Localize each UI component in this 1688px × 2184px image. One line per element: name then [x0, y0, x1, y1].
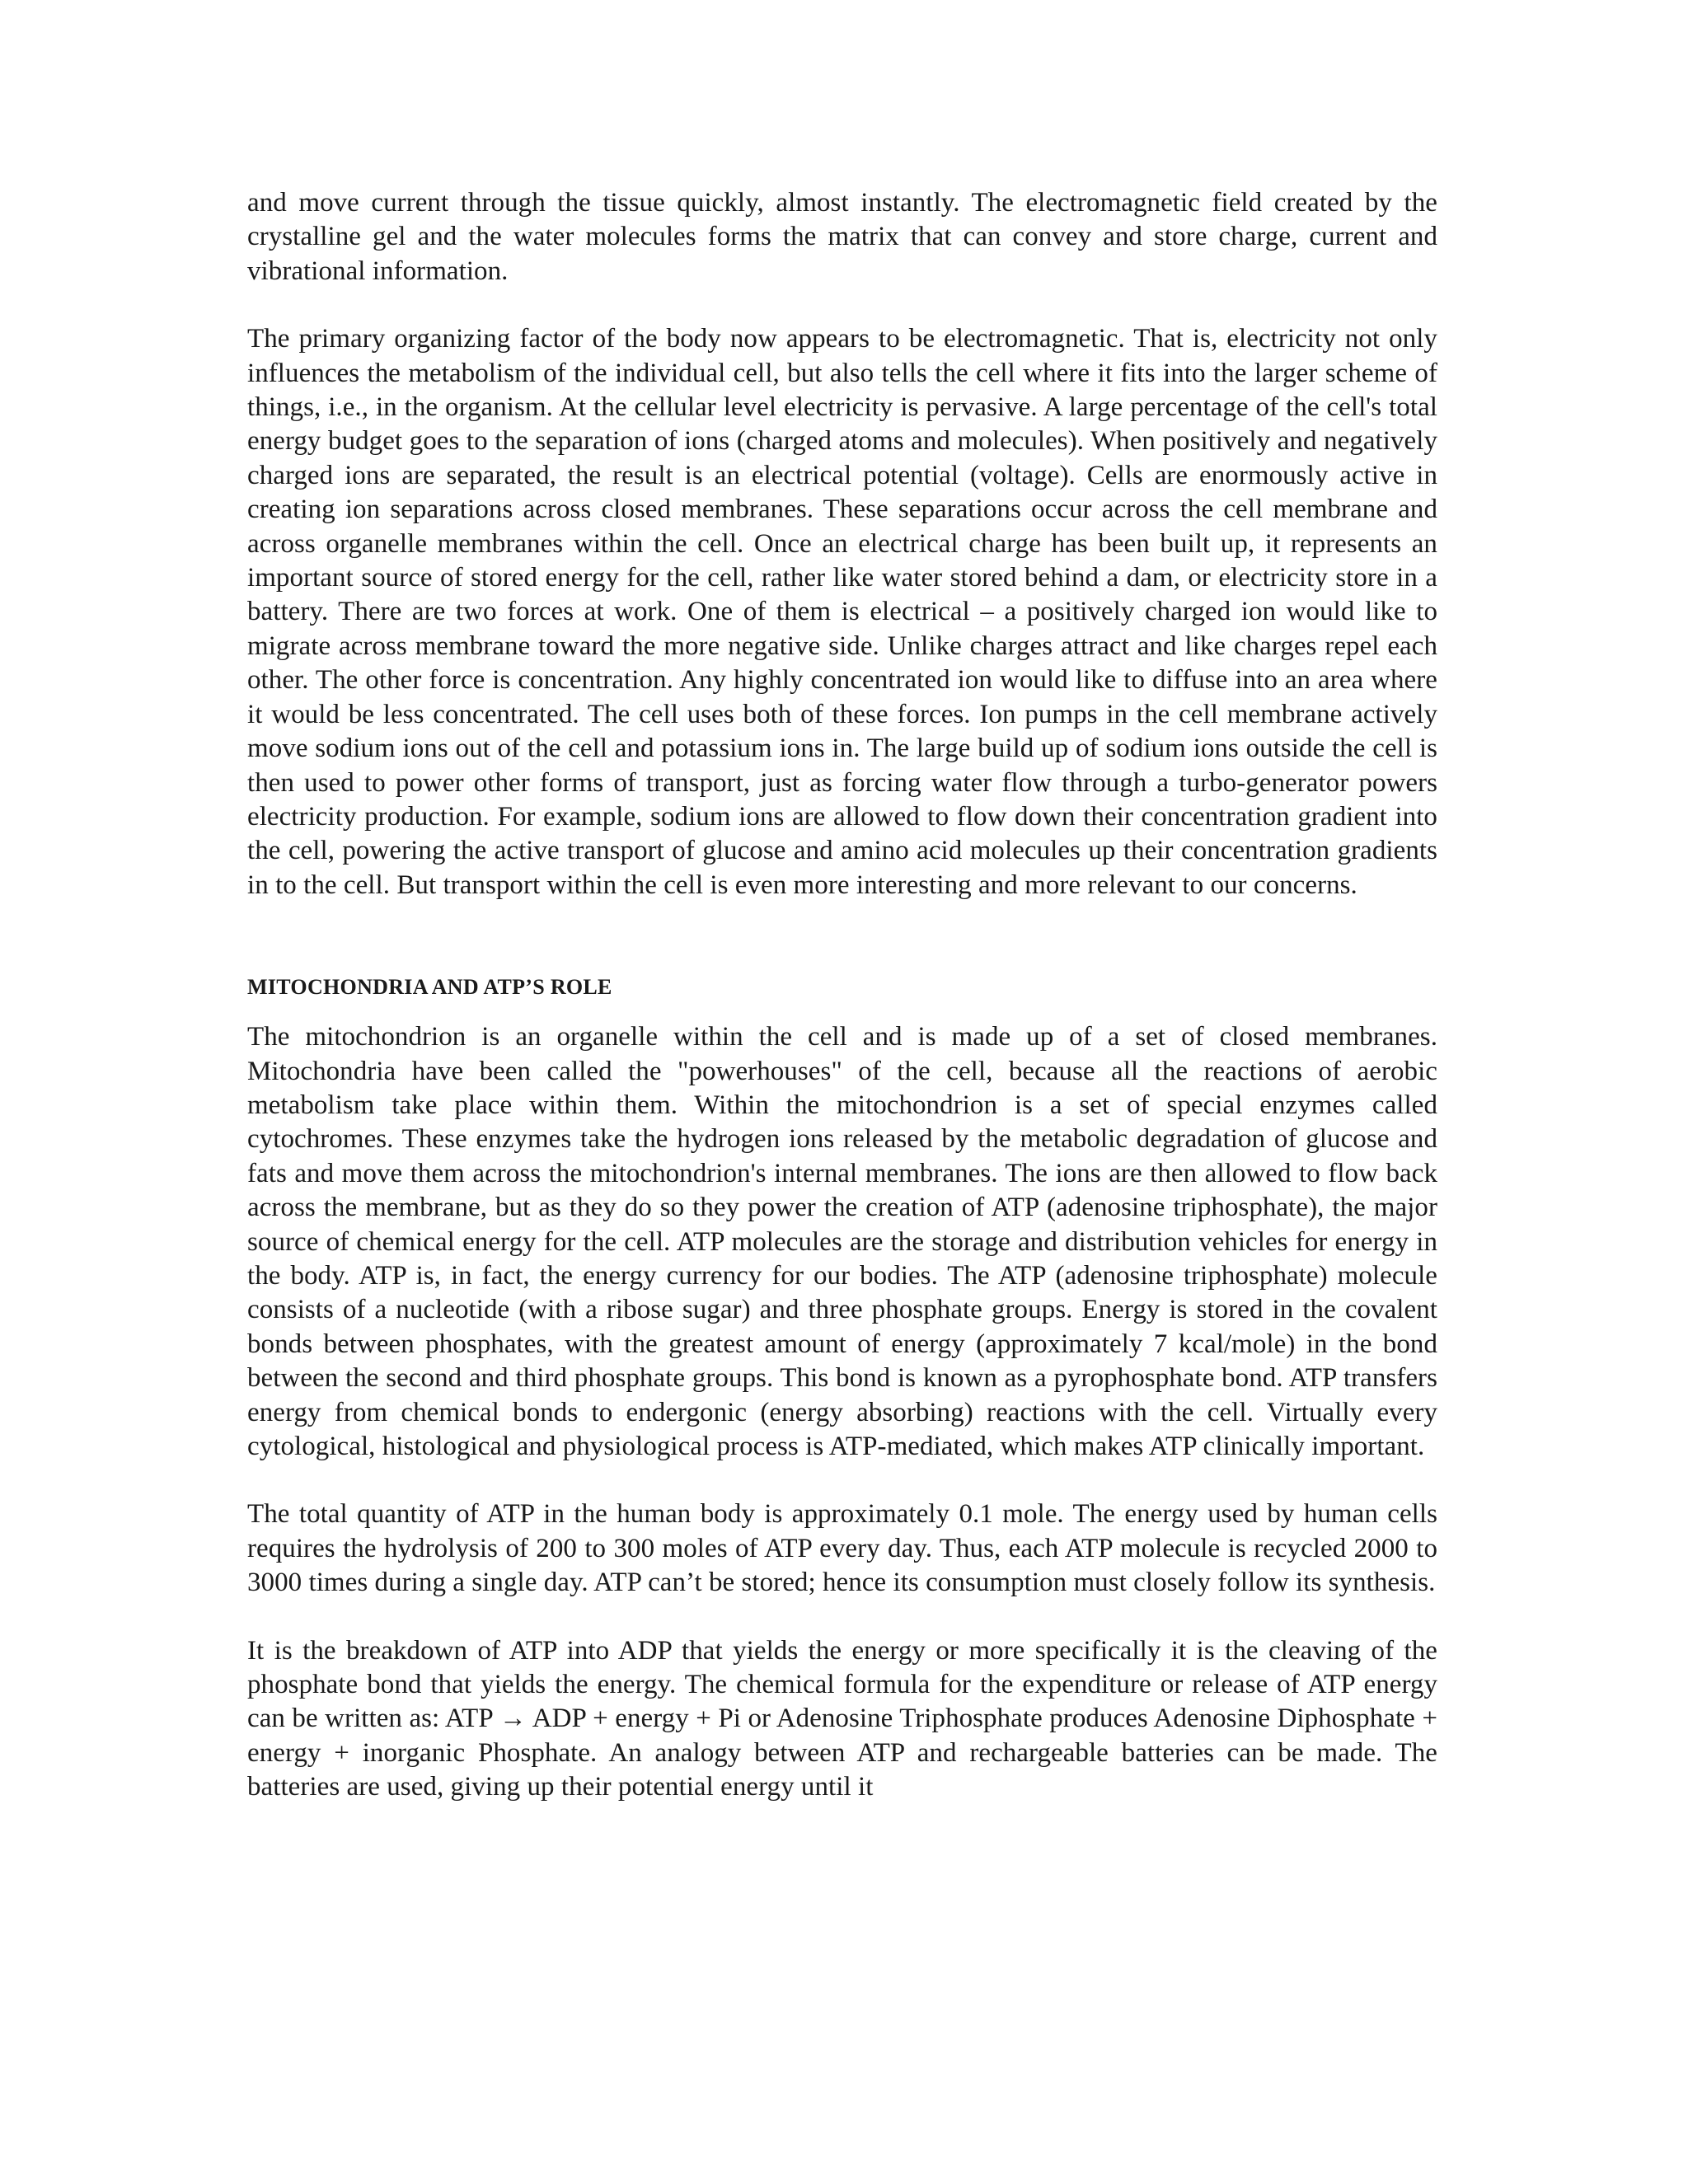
- paragraph-atp-quantity: The total quantity of ATP in the human body is approximately 0.1 mole. The energy used by human cells requires the hydrolysis of 200 to 300 moles of ATP every day. Thus, each ATP molecule is recycled 2000 to 3000 times during a single day. ATP can’t be stored; hence its consumption must closely follow its synthesis.: [247, 1499, 1437, 1598]
- section-heading-mitochondria: MITOCHONDRIA AND ATP’S ROLE: [247, 975, 612, 1000]
- paragraph-electromagnetic-organizing-factor: The primary organizing factor of the body now appears to be electromagnetic. That is, electricity not only influences the metabolism of the individual cell, but also tells the cell where it fits into the larger scheme of things, i.e., in the organism. At the cellular level electricity is pervasive. A large percentage of the cell's total energy budget goes to the separation of ions (charged atoms and molecules). When positively and negatively charged ions are separated, the result is an electrical potential (voltage). Cells are enormously active in creating ion separations across closed membranes. These separations occur across the cell membrane and across organelle membranes within the cell. Once an electrical charge has been built up, it represents an important source of stored energy for the cell, rather like water stored behind a dam, or electricity store in a battery. There are two forces at work. One of them is electrical – a positively charged ion would like to migrate across membrane toward the more negative side. Unlike charges attract and like charges repel each other. The other force is concentration. Any highly concentrated ion would like to diffuse into an area where it would be less concentrated. The cell uses both of these forces. Ion pumps in the cell membrane actively move sodium ions out of the cell and potassium ions in. The large build up of sodium ions outside the cell is then used to power other forms of transport, just as forcing water flow through a turbo-generator powers electricity production. For example, sodium ions are allowed to flow down their concentration gradient into the cell, powering the active transport of glucose and amino acid molecules up their concentration gradients in to the cell. But transport within the cell is even more interesting and more relevant to our concerns.: [247, 324, 1437, 900]
- paragraph-electromagnetic-matrix: and move current through the tissue quickly, almost instantly. The electromagnetic field created by the crystalline gel and the water molecules forms the matrix that can convey and store charge, current and vibrational information.: [247, 188, 1437, 286]
- paragraph-mitochondrion: The mitochondrion is an organelle within the cell and is made up of a set of closed membranes. Mitochondria have been called the "powerhouses" of the cell, because all the reactions of aerobic metabolism take place within them. Within the mitochondrion is a set of special enzymes called cytochromes. These enzymes take the hydrogen ions released by the metabolic degradation of glucose and fats and move them across the mitochondrion's internal membranes. The ions are then allowed to flow back across the membrane, but as they do so they power the creation of ATP (adenosine triphosphate), the major source of chemical energy for the cell. ATP molecules are the storage and distribution vehicles for energy in the body. ATP is, in fact, the energy currency for our bodies. The ATP (adenosine triphosphate) molecule consists of a nucleotide (with a ribose sugar) and three phosphate groups. Energy is stored in the covalent bonds between phosphates, with the greatest amount of energy (approximately 7 kcal/mole) in the bond between the second and third phosphate groups. This bond is known as a pyrophosphate bond. ATP transfers energy from chemical bonds to endergonic (energy absorbing) reactions with the cell. Virtually every cytological, histological and physiological process is ATP-mediated, which makes ATP clinically important.: [247, 1022, 1437, 1461]
- document-page: [247, 186, 1437, 1805]
- paragraph-atp-breakdown: It is the breakdown of ATP into ADP that yields the energy or more specifically it is the cleaving of the phosphate bond that yields the energy. The chemical formula for the expenditure or release of ATP energy can be written as: ATP → ADP + energy + Pi or Adenosine Triphosphate produces Adenosine Diphosphate + energy + inorganic Phosphate. An analogy between ATP and rechargeable batteries can be made. The batteries are used, giving up their potential energy until it: [247, 1635, 1437, 1802]
